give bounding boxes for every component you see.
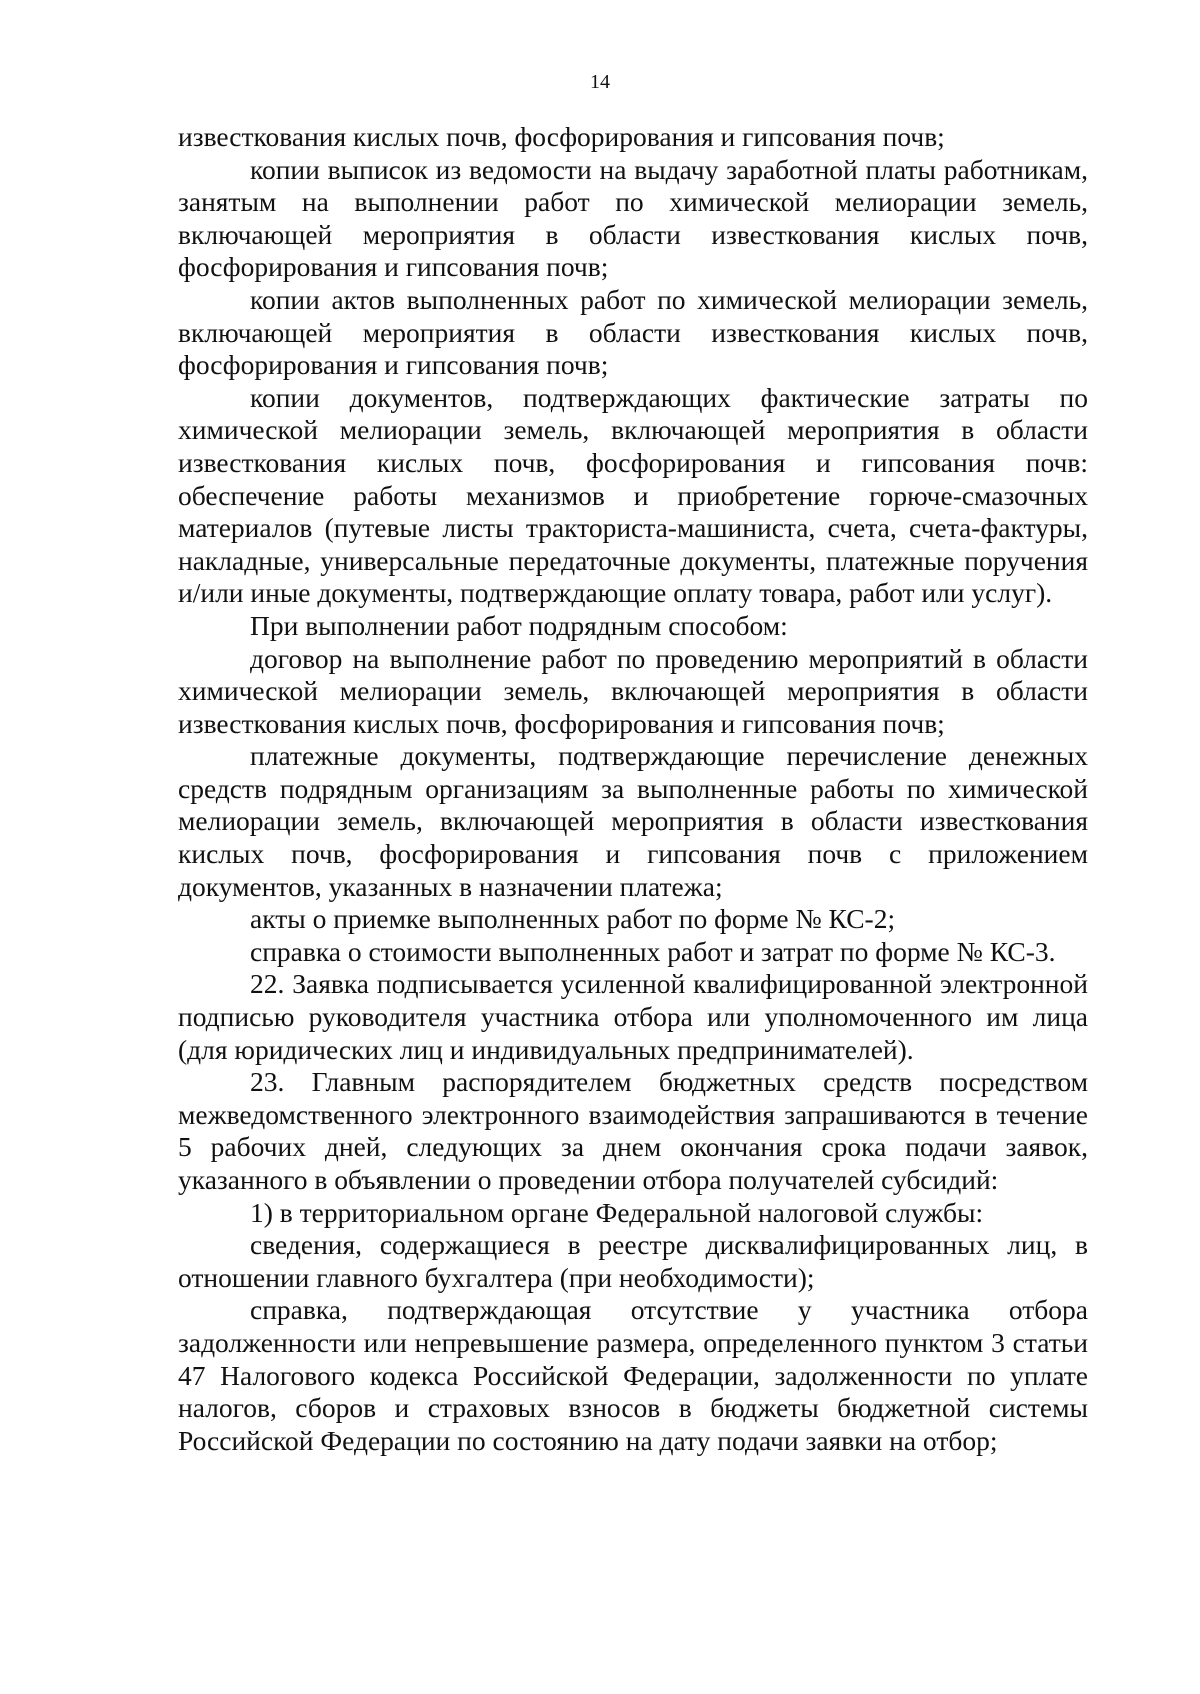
- paragraph-contract-method: При выполнении работ подрядным способом:: [250, 609, 788, 641]
- paragraph-item-23: 23. Главным распорядителем бюджетных средств посредством межведомственного электронного взаимодействия запрашиваются в течение 5 рабочих дней, следующих за днем окончания срока подачи заявок, указанного в объявлении о проведении отбора получателей субсидий:: [178, 1066, 1088, 1195]
- paragraph-item-22: 22. Заявка подписывается усиленной квалифицированной электронной подписью руководителя участника отбора или уполномоченного им лица (для юридических лиц и индивидуальных предпринимателей).: [178, 968, 1088, 1065]
- paragraph-ks3: справка о стоимости выполненных работ и затрат по форме № КС-3.: [250, 935, 1056, 967]
- paragraph-contract: договор на выполнение работ по проведению мероприятий в области химической мелиорации земель, включающей мероприятия в области известкования кислых почв, фосфорирования и гипсования почв;: [178, 642, 1088, 739]
- paragraph-continuation: известкования кислых почв, фосфорирования и гипсования почв;: [178, 121, 945, 152]
- paragraph-tax-service: 1) в территориальном органе Федеральной налоговой службы:: [250, 1196, 984, 1228]
- document-body: [178, 121, 1088, 1457]
- page-number: 14: [590, 71, 610, 93]
- paragraph-disqualified-registry: сведения, содержащиеся в реестре дисквалифицированных лиц, в отношении главного бухгалтера (при необходимости);: [178, 1229, 1088, 1293]
- paragraph-payment-documents: платежные документы, подтверждающие перечисление денежных средств подрядным организациям за выполненные работы по химической мелиорации земель, включающей мероприятия в области известкования кислых почв, фосфорирования и гипсования почв с приложением документов, указанных в назначении платежа;: [178, 740, 1088, 902]
- paragraph-tax-certificate: справка, подтверждающая отсутствие у участника отбора задолженности или непревышение размера, определенного пунктом 3 статьи 47 Налогового кодекса Российской Федерации, задолженности по уплате налогов, сборов и страховых взносов в бюджеты бюджетной системы Российской Федерации по состоянию на дату подачи заявки на отбор;: [178, 1294, 1088, 1456]
- paragraph-payroll-copies: копии выписок из ведомости на выдачу заработной платы работникам, занятым на выполнении работ по химической мелиорации земель, включающей мероприятия в области известкования кислых почв, фосфорирования и гипсования почв;: [178, 153, 1088, 283]
- paragraph-ks2: акты о приемке выполненных работ по форме № КС-2;: [250, 903, 896, 935]
- paragraph-acts-copies: копии актов выполненных работ по химической мелиорации земель, включающей мероприятия в области известкования кислых почв, фосфорирования и гипсования почв;: [178, 283, 1088, 381]
- paragraph-cost-documents: копии документов, подтверждающих фактические затраты по химической мелиорации земель, включающей мероприятия в области известкования кислых почв, фосфорирования и гипсования почв: обеспечение работы механизмов и приобретение горюче-смазочных материалов (путевые листы тракториста-машиниста, счета, счета-фактуры, накладные, универсальные передаточные документы, платежные поручения и/или иные документы, подтверждающие оплату товара, работ или услуг).: [178, 381, 1088, 609]
